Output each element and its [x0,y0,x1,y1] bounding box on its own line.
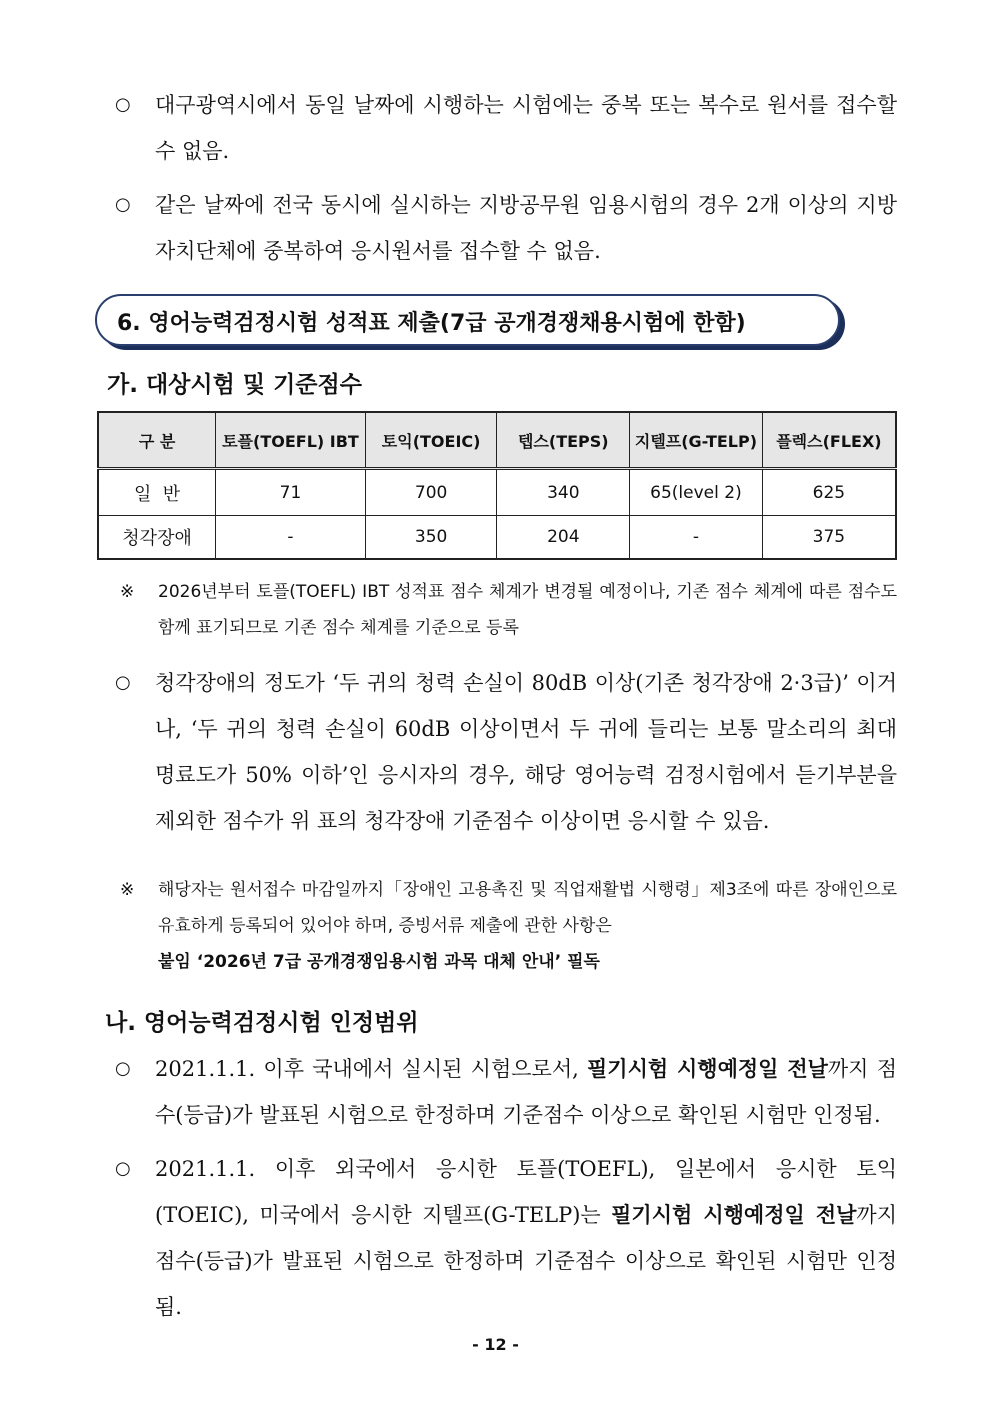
table-cell: 204 [497,516,630,560]
table-row [98,516,896,560]
paragraph-foreign-exams [115,1146,897,1330]
paragraph-text: 같은 날짜에 전국 동시에 실시하는 지방공무원 임용시험의 경우 2개 이상의 지방자치단체에 중복하여 응시원서를 접수할 수 없음. [155,193,897,263]
row-label-general: 일 반 [98,469,216,516]
circle-bullet: ○ [115,1058,131,1079]
table-row [98,469,896,516]
header-cell: 토플(TOEFL) IBT [216,412,366,469]
circle-bullet: ○ [115,94,131,115]
paragraph-text: 청각장애의 정도가 ‘두 귀의 청력 손실이 80dB 이상(기존 청각장애 2·3급)’ 이거나, ‘두 귀의 청력 손실이 60dB 이상이면서 두 귀에 들리는 보통 말소리의 최대 명료도가 50% 이하’인 응시자의 경우, 해당 영어능력 검정시험에서 듣기부분을 제외한 점수가 위 표의 청각장애 기준점수 이상이면 응시할 수 있음. [155,671,897,833]
page-number: - 12 - [472,1335,519,1354]
paragraph-hearing-impairment [115,660,897,844]
section-heading-box [95,294,840,346]
score-table [97,411,897,560]
bold-deadline: 필기시험 시행예정일 전날 [587,1057,828,1081]
note-text: 해당자는 원서접수 마감일까지「장애인 고용촉진 및 직업재활법 시행령」제3조에 따른 장애인으로 유효하게 등록되어 있어야 하며, 증빙서류 제출에 관한 사항은 [158,880,897,936]
circle-bullet: ○ [115,672,131,693]
table-cell: 65(level 2) [630,469,763,516]
table-cell: 625 [762,469,896,516]
table-cell: 340 [497,469,630,516]
table-cell: - [630,516,763,560]
note-toefl-change [120,574,897,646]
subheading-target-exams: 가. 대상시험 및 기준점수 [107,372,362,398]
section-title: 6. 영어능력검정시험 성적표 제출(7급 공개경쟁채용시험에 한함) [117,311,746,336]
paragraph-text: 2021.1.1. 이후 외국에서 응시한 토플(TOEFL), 일본에서 응시한 토익(TOEIC), 미국에서 응시한 지텔프(G-TELP)는 [155,1157,897,1227]
reference-mark: ※ [120,880,135,900]
header-cell: 텝스(TEPS) [497,412,630,469]
note-disability-registration [120,872,897,980]
paragraph-text: 2021.1.1. 이후 국내에서 실시된 시험으로서, [155,1057,588,1081]
header-cell: 지텔프(G-TELP) [630,412,763,469]
circle-bullet: ○ [115,194,131,215]
paragraph-body [155,1046,897,1138]
table-cell: 350 [365,516,497,560]
paragraph-nationwide-exam [115,182,897,274]
note-bold-text: 붙임 ‘2026년 7급 공개경쟁임용시험 과목 대체 안내’ 필독 [158,952,600,972]
header-cell: 토익(TOEIC) [365,412,497,469]
subheading-recognition-scope: 나. 영어능력검정시험 인정범위 [105,1010,419,1036]
note-body [158,872,897,980]
paragraph-text: 까지 점수(등급)가 발표된 시험으로 한정하며 기준점수 이상으로 확인된 시험만 인정됨. [155,1057,897,1127]
paragraph-body [155,1146,897,1330]
row-label-hearing: 청각장애 [98,516,216,560]
table-header-row [98,412,896,469]
note-text: 2026년부터 토플(TOEFL) IBT 성적표 점수 체계가 변경될 예정이나, 기존 점수 체계에 따른 점수도 함께 표기되므로 기존 점수 체계를 기준으로 등록 [158,582,897,638]
reference-mark: ※ [120,582,135,602]
table-cell: 700 [365,469,497,516]
paragraph-domestic-exams [115,1046,897,1138]
circle-bullet: ○ [115,1158,131,1179]
header-cell: 플렉스(FLEX) [762,412,896,469]
table-cell: - [216,516,366,560]
bold-deadline: 필기시험 시행예정일 전날 [611,1203,857,1227]
header-cell: 구 분 [98,412,216,469]
paragraph-text: 까지 점수(등급)가 발표된 시험으로 한정하며 기준점수 이상으로 확인된 시험만 인정됨. [155,1203,897,1319]
paragraph-text: 대구광역시에서 동일 날짜에 시행하는 시험에는 중복 또는 복수로 원서를 접수할 수 없음. [155,93,897,163]
paragraph-duplicate-application [115,82,897,174]
table-cell: 71 [216,469,366,516]
table-cell: 375 [762,516,896,560]
